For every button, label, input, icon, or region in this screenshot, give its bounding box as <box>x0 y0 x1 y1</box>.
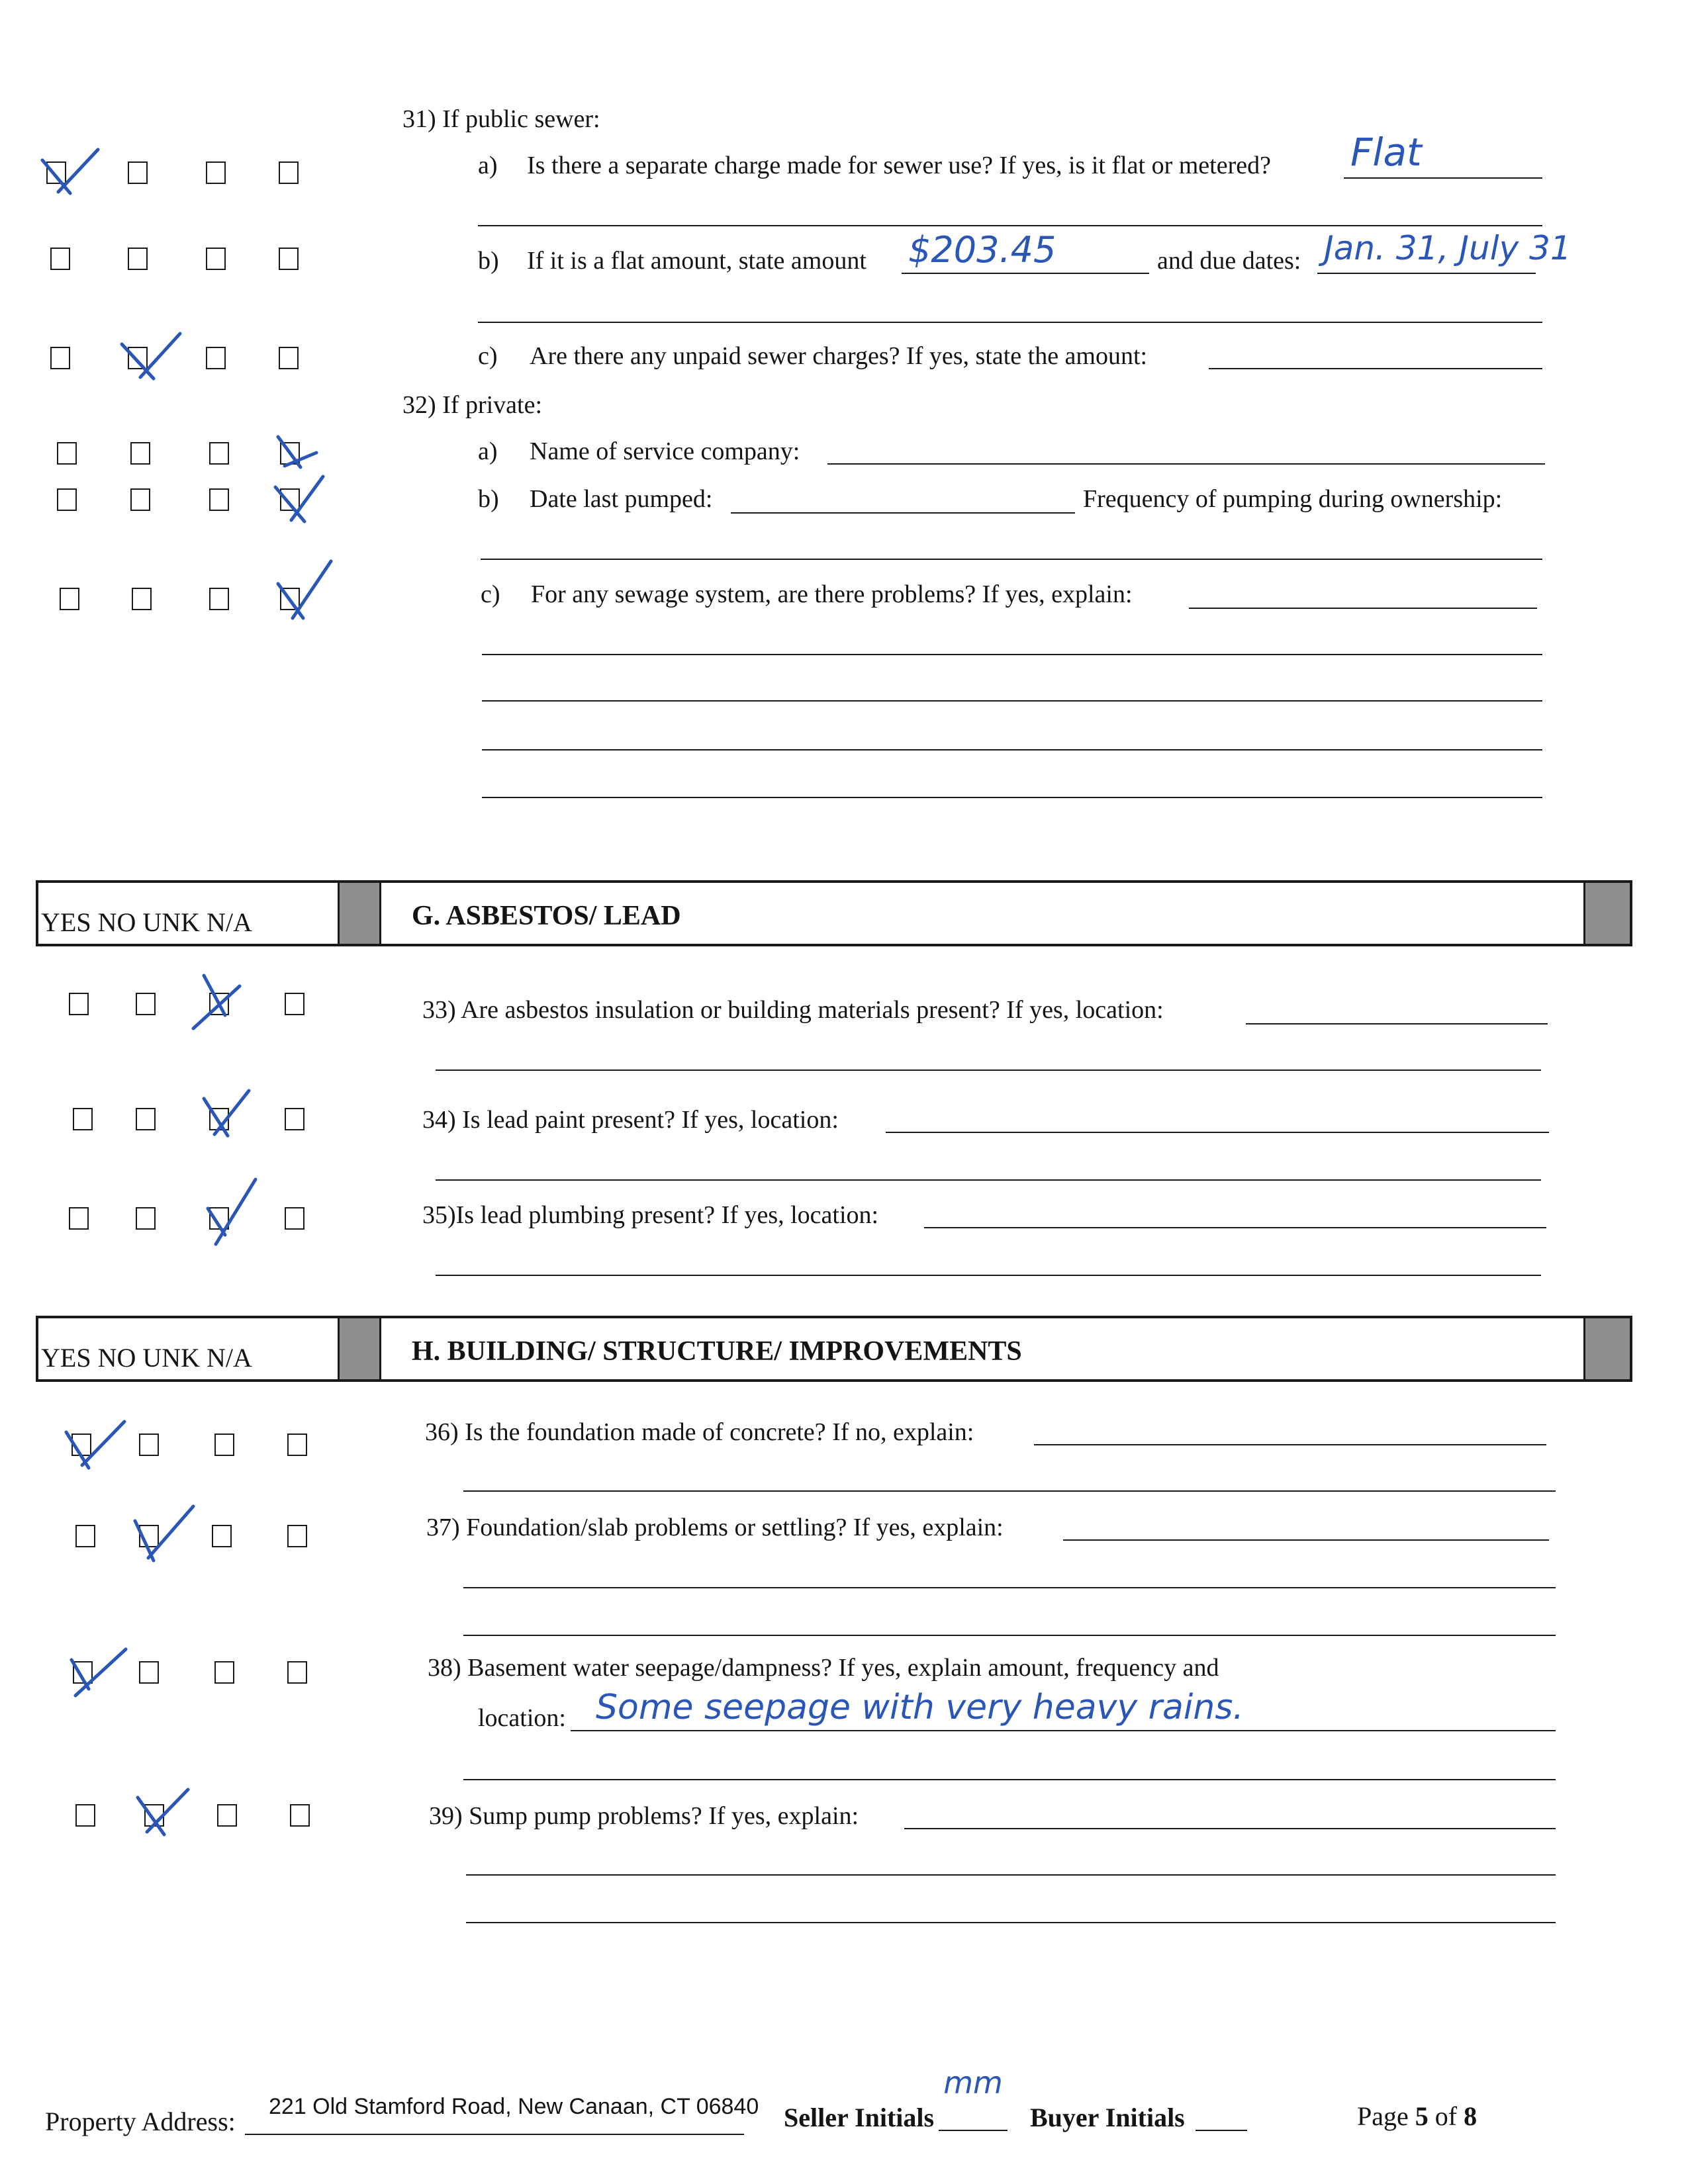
q31a-yes-check-mark <box>33 140 106 200</box>
q31a-unk-checkbox[interactable] <box>206 161 226 184</box>
buyer-initials-label: Buyer Initials <box>1030 2103 1185 2132</box>
q39-extra-line-2 <box>466 1922 1556 1923</box>
q33-yes-checkbox[interactable] <box>69 993 89 1015</box>
q37-yes-checkbox[interactable] <box>75 1525 95 1547</box>
q38-location-label: location: <box>478 1704 566 1732</box>
q36-extra-line <box>463 1490 1556 1492</box>
section-g-header <box>36 880 1632 946</box>
q31a-extra-line <box>478 225 1542 226</box>
q32c-no-checkbox[interactable] <box>132 588 152 610</box>
q32a-unk-checkbox[interactable] <box>209 442 229 465</box>
q33-no-checkbox[interactable] <box>136 993 156 1015</box>
property-address[interactable]: 221 Old Stamford Road, New Canaan, CT 06840 <box>269 2094 759 2119</box>
q35-unk-checkbox[interactable] <box>209 1207 229 1230</box>
q31c-answer-line <box>1209 368 1542 369</box>
q32c-extra-line-1 <box>482 654 1542 655</box>
section-g-column-labels: YES NO UNK N/A <box>41 907 252 937</box>
q32b-no-checkbox[interactable] <box>130 488 150 511</box>
q32b-question: Date last pumped: <box>530 485 713 513</box>
q35-yes-checkbox[interactable] <box>69 1207 89 1230</box>
q32c-answer-line <box>1189 608 1537 609</box>
q38-answer[interactable]: Some seepage with very heavy rains. <box>596 1688 1244 1727</box>
q31b-amount[interactable]: $203.45 <box>908 229 1056 271</box>
q34-question: 34) Is lead paint present? If yes, location: <box>422 1106 839 1134</box>
q32b-extra-line <box>481 559 1542 560</box>
page-indicator <box>1357 2101 1477 2132</box>
q34-answer-line <box>886 1132 1549 1133</box>
q31b-num: b) <box>478 247 499 275</box>
q34-no-checkbox[interactable] <box>136 1108 156 1130</box>
q31b-extra-line <box>478 322 1542 323</box>
q31b-due-label: and due dates: <box>1157 247 1301 275</box>
q31c-no-check-mark <box>114 326 187 385</box>
q38-answer-line <box>571 1730 1556 1731</box>
q31-heading: 31) If public sewer: <box>402 105 600 133</box>
q39-na-checkbox[interactable] <box>290 1804 310 1827</box>
page-total: 8 <box>1464 2101 1477 2131</box>
q38-extra-line <box>463 1779 1556 1780</box>
q31a-question: Is there a separate charge made for sewer use? If yes, is it flat or metered? <box>527 152 1271 179</box>
buyer-initials-line <box>1196 2130 1247 2131</box>
q32b-unk-checkbox[interactable] <box>209 488 229 511</box>
q39-unk-checkbox[interactable] <box>217 1804 237 1827</box>
q32a-num: a) <box>478 437 498 465</box>
q38-yes-checkbox[interactable] <box>73 1661 93 1684</box>
q32c-unk-checkbox[interactable] <box>209 588 229 610</box>
q39-answer-line <box>904 1828 1556 1829</box>
q31c-na-checkbox[interactable] <box>279 347 299 369</box>
q32b-frequency-label: Frequency of pumping during ownership: <box>1083 485 1503 513</box>
q32a-yes-checkbox[interactable] <box>57 442 77 465</box>
q37-extra-line-1 <box>463 1587 1556 1588</box>
seller-initials-line <box>939 2130 1008 2131</box>
q31b-amount-line <box>902 273 1149 274</box>
q35-answer-line <box>924 1227 1546 1228</box>
q31a-answer[interactable]: Flat <box>1350 130 1422 175</box>
section-g-title: G. ASBESTOS/ LEAD <box>412 901 681 931</box>
q39-no-check-mark <box>131 1783 197 1843</box>
q37-na-checkbox[interactable] <box>287 1525 307 1547</box>
q36-answer-line <box>1034 1444 1546 1445</box>
q32c-question: For any sewage system, are there problems? If yes, explain: <box>531 580 1133 608</box>
q35-extra-line <box>436 1275 1541 1276</box>
q31a-answer-line <box>1344 177 1542 179</box>
q37-question: 37) Foundation/slab problems or settling? If yes, explain: <box>426 1514 1004 1541</box>
q32a-answer-line <box>827 463 1545 465</box>
q31a-na-checkbox[interactable] <box>279 161 299 184</box>
q34-unk-checkbox[interactable] <box>209 1108 229 1130</box>
q31b-question: If it is a flat amount, state amount <box>527 247 867 275</box>
q35-question: 35)Is lead plumbing present? If yes, location: <box>422 1201 879 1229</box>
q37-answer-line <box>1063 1539 1549 1541</box>
q31b-due-line <box>1317 273 1536 274</box>
q32a-question: Name of service company: <box>530 437 800 465</box>
q33-unk-checkbox[interactable] <box>209 993 229 1015</box>
q32a-no-checkbox[interactable] <box>130 442 150 465</box>
q33-question: 33) Are asbestos insulation or building materials present? If yes, location: <box>422 996 1164 1024</box>
q32c-extra-line-3 <box>482 749 1542 751</box>
q32b-na-checkbox[interactable] <box>280 488 300 511</box>
page-prefix: Page <box>1357 2101 1409 2131</box>
q31c-yes-checkbox[interactable] <box>50 347 70 369</box>
q31b-yes-checkbox[interactable] <box>50 248 70 270</box>
q37-no-checkbox[interactable] <box>139 1525 159 1547</box>
q38-no-checkbox[interactable] <box>139 1661 159 1684</box>
q34-na-checkbox[interactable] <box>285 1108 305 1130</box>
q36-na-checkbox[interactable] <box>287 1433 307 1456</box>
q32b-date-line <box>731 512 1075 514</box>
q32c-na-checkbox[interactable] <box>280 588 300 610</box>
section-h-title: H. BUILDING/ STRUCTURE/ IMPROVEMENTS <box>412 1336 1022 1367</box>
section-h-column-labels: YES NO UNK N/A <box>41 1343 252 1373</box>
q34-yes-checkbox[interactable] <box>73 1108 93 1130</box>
q39-extra-line-1 <box>466 1874 1556 1876</box>
q35-unk-check-mark <box>199 1175 265 1248</box>
q36-no-checkbox[interactable] <box>139 1433 159 1456</box>
q32c-yes-checkbox[interactable] <box>60 588 79 610</box>
q31c-unk-checkbox[interactable] <box>206 347 226 369</box>
section-g-gray-band-right <box>1583 883 1630 944</box>
q36-question: 36) Is the foundation made of concrete? If no, explain: <box>425 1418 974 1446</box>
q38-na-checkbox[interactable] <box>287 1661 307 1684</box>
q37-extra-line-2 <box>463 1635 1556 1636</box>
q39-no-checkbox[interactable] <box>144 1804 164 1827</box>
q34-extra-line <box>436 1179 1541 1181</box>
q31a-num: a) <box>478 152 498 179</box>
section-h-gray-band-left <box>338 1318 381 1379</box>
q31c-no-checkbox[interactable] <box>128 347 148 369</box>
section-h-gray-band-right <box>1583 1318 1630 1379</box>
q37-unk-checkbox[interactable] <box>212 1525 232 1547</box>
q33-answer-line <box>1246 1023 1548 1024</box>
q31b-unk-checkbox[interactable] <box>206 248 226 270</box>
q36-yes-check-mark <box>60 1416 132 1476</box>
q39-yes-checkbox[interactable] <box>75 1804 95 1827</box>
section-h-header <box>36 1316 1632 1382</box>
q32a-na-checkbox[interactable] <box>280 442 300 465</box>
q31c-num: c) <box>478 342 498 370</box>
q32c-num: c) <box>481 580 500 608</box>
property-address-label: Property Address: <box>45 2107 236 2136</box>
q36-yes-checkbox[interactable] <box>71 1433 91 1456</box>
q31a-no-checkbox[interactable] <box>128 161 148 184</box>
q32c-extra-line-4 <box>482 797 1542 798</box>
q38-unk-checkbox[interactable] <box>214 1661 234 1684</box>
q31a-yes-checkbox[interactable] <box>46 161 66 184</box>
q35-na-checkbox[interactable] <box>285 1207 305 1230</box>
seller-initials-label: Seller Initials <box>784 2103 935 2132</box>
q35-no-checkbox[interactable] <box>136 1207 156 1230</box>
q32-heading: 32) If private: <box>402 391 543 419</box>
page-number: 5 <box>1415 2101 1429 2131</box>
q31b-due-dates[interactable]: Jan. 31, July 31 <box>1324 229 1571 267</box>
page-of: of <box>1434 2101 1458 2131</box>
q38-question: 38) Basement water seepage/dampness? If yes, explain amount, frequency and <box>428 1654 1219 1682</box>
q32c-extra-line-2 <box>482 700 1542 702</box>
q32b-yes-checkbox[interactable] <box>57 488 77 511</box>
q33-na-checkbox[interactable] <box>285 993 305 1015</box>
q36-unk-checkbox[interactable] <box>214 1433 234 1456</box>
q31b-no-checkbox[interactable] <box>128 248 148 270</box>
property-address-line <box>245 2134 744 2135</box>
q32b-num: b) <box>478 485 499 513</box>
seller-initials[interactable]: mm <box>943 2065 1003 2101</box>
q39-question: 39) Sump pump problems? If yes, explain: <box>429 1802 859 1830</box>
section-g-gray-band-left <box>338 883 381 944</box>
q31b-na-checkbox[interactable] <box>279 248 299 270</box>
q31c-question: Are there any unpaid sewer charges? If yes, state the amount: <box>530 342 1148 370</box>
q33-extra-line <box>436 1069 1541 1071</box>
